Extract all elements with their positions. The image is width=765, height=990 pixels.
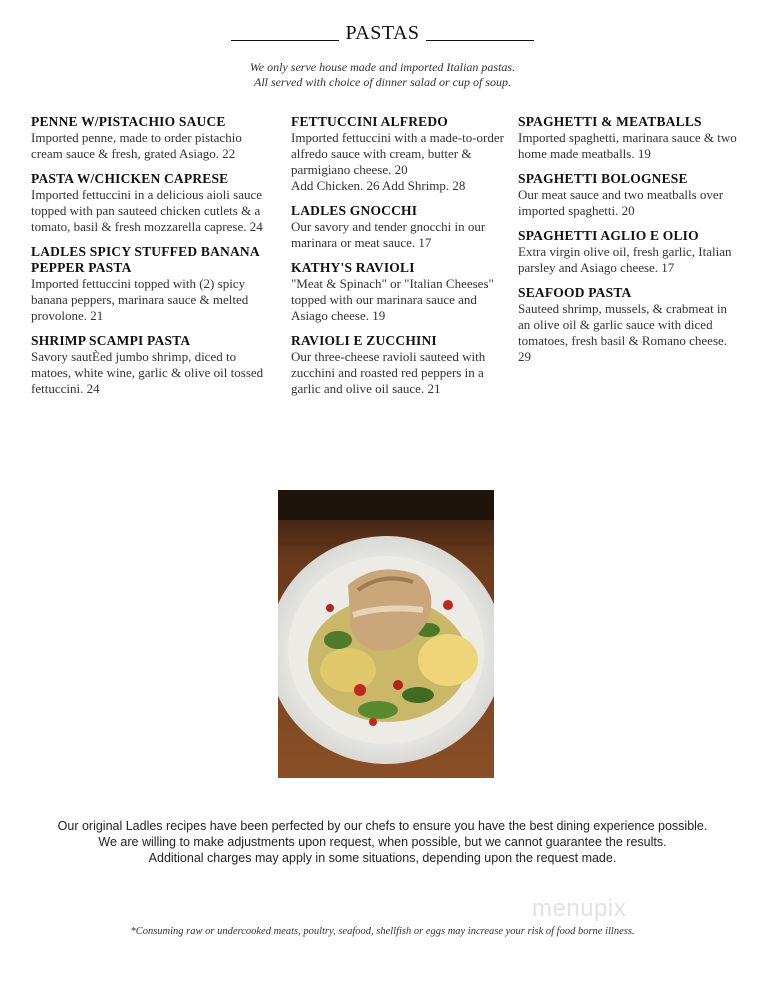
menu-column-3	[518, 114, 738, 374]
menu-item-name: SEAFOOD PASTA	[518, 285, 632, 300]
menu-item-description: Savory sautÈed jumbo shrimp, diced to matoes, white wine, garlic & olive oil tossed fettuccini. 24	[31, 349, 264, 396]
menu-item	[291, 114, 506, 194]
menu-item-description: Our meat sauce and two meatballs over imported spaghetti. 20	[518, 187, 724, 218]
subtitle-line: We only serve house made and imported Italian pastas.	[249, 60, 516, 74]
pasta-dish-illustration	[278, 490, 494, 778]
menu-item	[31, 333, 271, 397]
menu-item-name: RAVIOLI E ZUCCHINI	[291, 333, 437, 348]
menu-item-name: LADLES GNOCCHI	[291, 203, 418, 218]
recipe-note	[0, 818, 765, 866]
menu-item	[31, 114, 271, 162]
menu-item	[518, 285, 738, 365]
subtitle-line: All served with choice of dinner salad or cup of soup.	[254, 75, 511, 89]
menu-item-name: LADLES SPICY STUFFED BANANA PEPPER PASTA	[31, 244, 260, 275]
menu-item-addons: Add Chicken. 26 Add Shrimp. 28	[291, 178, 466, 193]
section-title-text: PASTAS	[345, 22, 420, 44]
menu-item-name: FETTUCCINI ALFREDO	[291, 114, 448, 129]
menu-column-1	[31, 114, 271, 406]
menu-item-name: SPAGHETTI & MEATBALLS	[518, 114, 702, 129]
menu-item-description: Sauteed shrimp, mussels, & crabmeat in an olive oil & garlic sauce with diced tomatoes, fresh basil & Romano cheese. 29	[518, 301, 728, 364]
watermark: menupix	[532, 895, 627, 922]
menu-item-description: Imported spaghetti, marinara sauce & two home made meatballs. 19	[518, 130, 737, 161]
note-line: We are willing to make adjustments upon request, when possible, but we cannot guarantee the results.	[98, 835, 667, 849]
menu-item	[31, 244, 271, 324]
note-line: Additional charges may apply in some situations, depending upon the request made.	[148, 851, 617, 865]
menu-item-description: Our savory and tender gnocchi in our marinara or meat sauce. 17	[291, 219, 486, 250]
menu-item	[518, 228, 738, 276]
menu-item-name: SHRIMP SCAMPI PASTA	[31, 333, 191, 348]
menu-item-description: Our three-cheese ravioli sauteed with zucchini and roasted red peppers in a garlic and olive oil sauce. 21	[291, 349, 486, 396]
pasta-dish-photo	[278, 490, 494, 778]
menu-item-name: PASTA W/CHICKEN CAPRESE	[31, 171, 229, 186]
menu-item-name: SPAGHETTI BOLOGNESE	[518, 171, 688, 186]
menu-item-name: SPAGHETTI AGLIO E OLIO	[518, 228, 699, 243]
menu-item-description: Extra virgin olive oil, fresh garlic, Italian parsley and Asiago cheese. 17	[518, 244, 732, 275]
menu-item-description: Imported fettuccini in a delicious aioli sauce topped with pan sauteed chicken cutlets & a tomato, basil & fresh mozzarella caprese. 24	[31, 187, 263, 234]
menu-item-description: "Meat & Spinach" or "Italian Cheeses" topped with our marinara sauce and Asiago cheese. 19	[291, 276, 494, 323]
menu-item-description: Imported fettuccini topped with (2) spicy banana peppers, marinara sauce & melted provolone. 21	[31, 276, 249, 323]
menu-item	[291, 260, 506, 324]
title-rule-right	[426, 40, 534, 41]
menu-column-2	[291, 114, 506, 406]
menu-header	[0, 22, 765, 45]
menu-item	[291, 333, 506, 397]
menu-item-description: Imported fettuccini with a made-to-order alfredo sauce with cream, butter & parmigiano cheese. 20	[291, 130, 504, 177]
menu-item	[518, 171, 738, 219]
food-safety-disclaimer: *Consuming raw or undercooked meats, poultry, seafood, shellfish or eggs may increase your risk of food borne illness.	[130, 926, 635, 937]
menu-item-name: KATHY'S RAVIOLI	[291, 260, 415, 275]
menu-item	[291, 203, 506, 251]
menu-item	[31, 171, 271, 235]
menu-item	[518, 114, 738, 162]
section-subtitle	[0, 60, 765, 90]
menu-item-description: Imported penne, made to order pistachio cream sauce & fresh, grated Asiago. 22	[31, 130, 242, 161]
note-line: Our original Ladles recipes have been perfected by our chefs to ensure you have the best dining experience possible.	[57, 819, 708, 833]
section-title	[225, 22, 539, 45]
menu-item-name: PENNE W/PISTACHIO SAUCE	[31, 114, 226, 129]
title-rule-left	[231, 40, 339, 41]
